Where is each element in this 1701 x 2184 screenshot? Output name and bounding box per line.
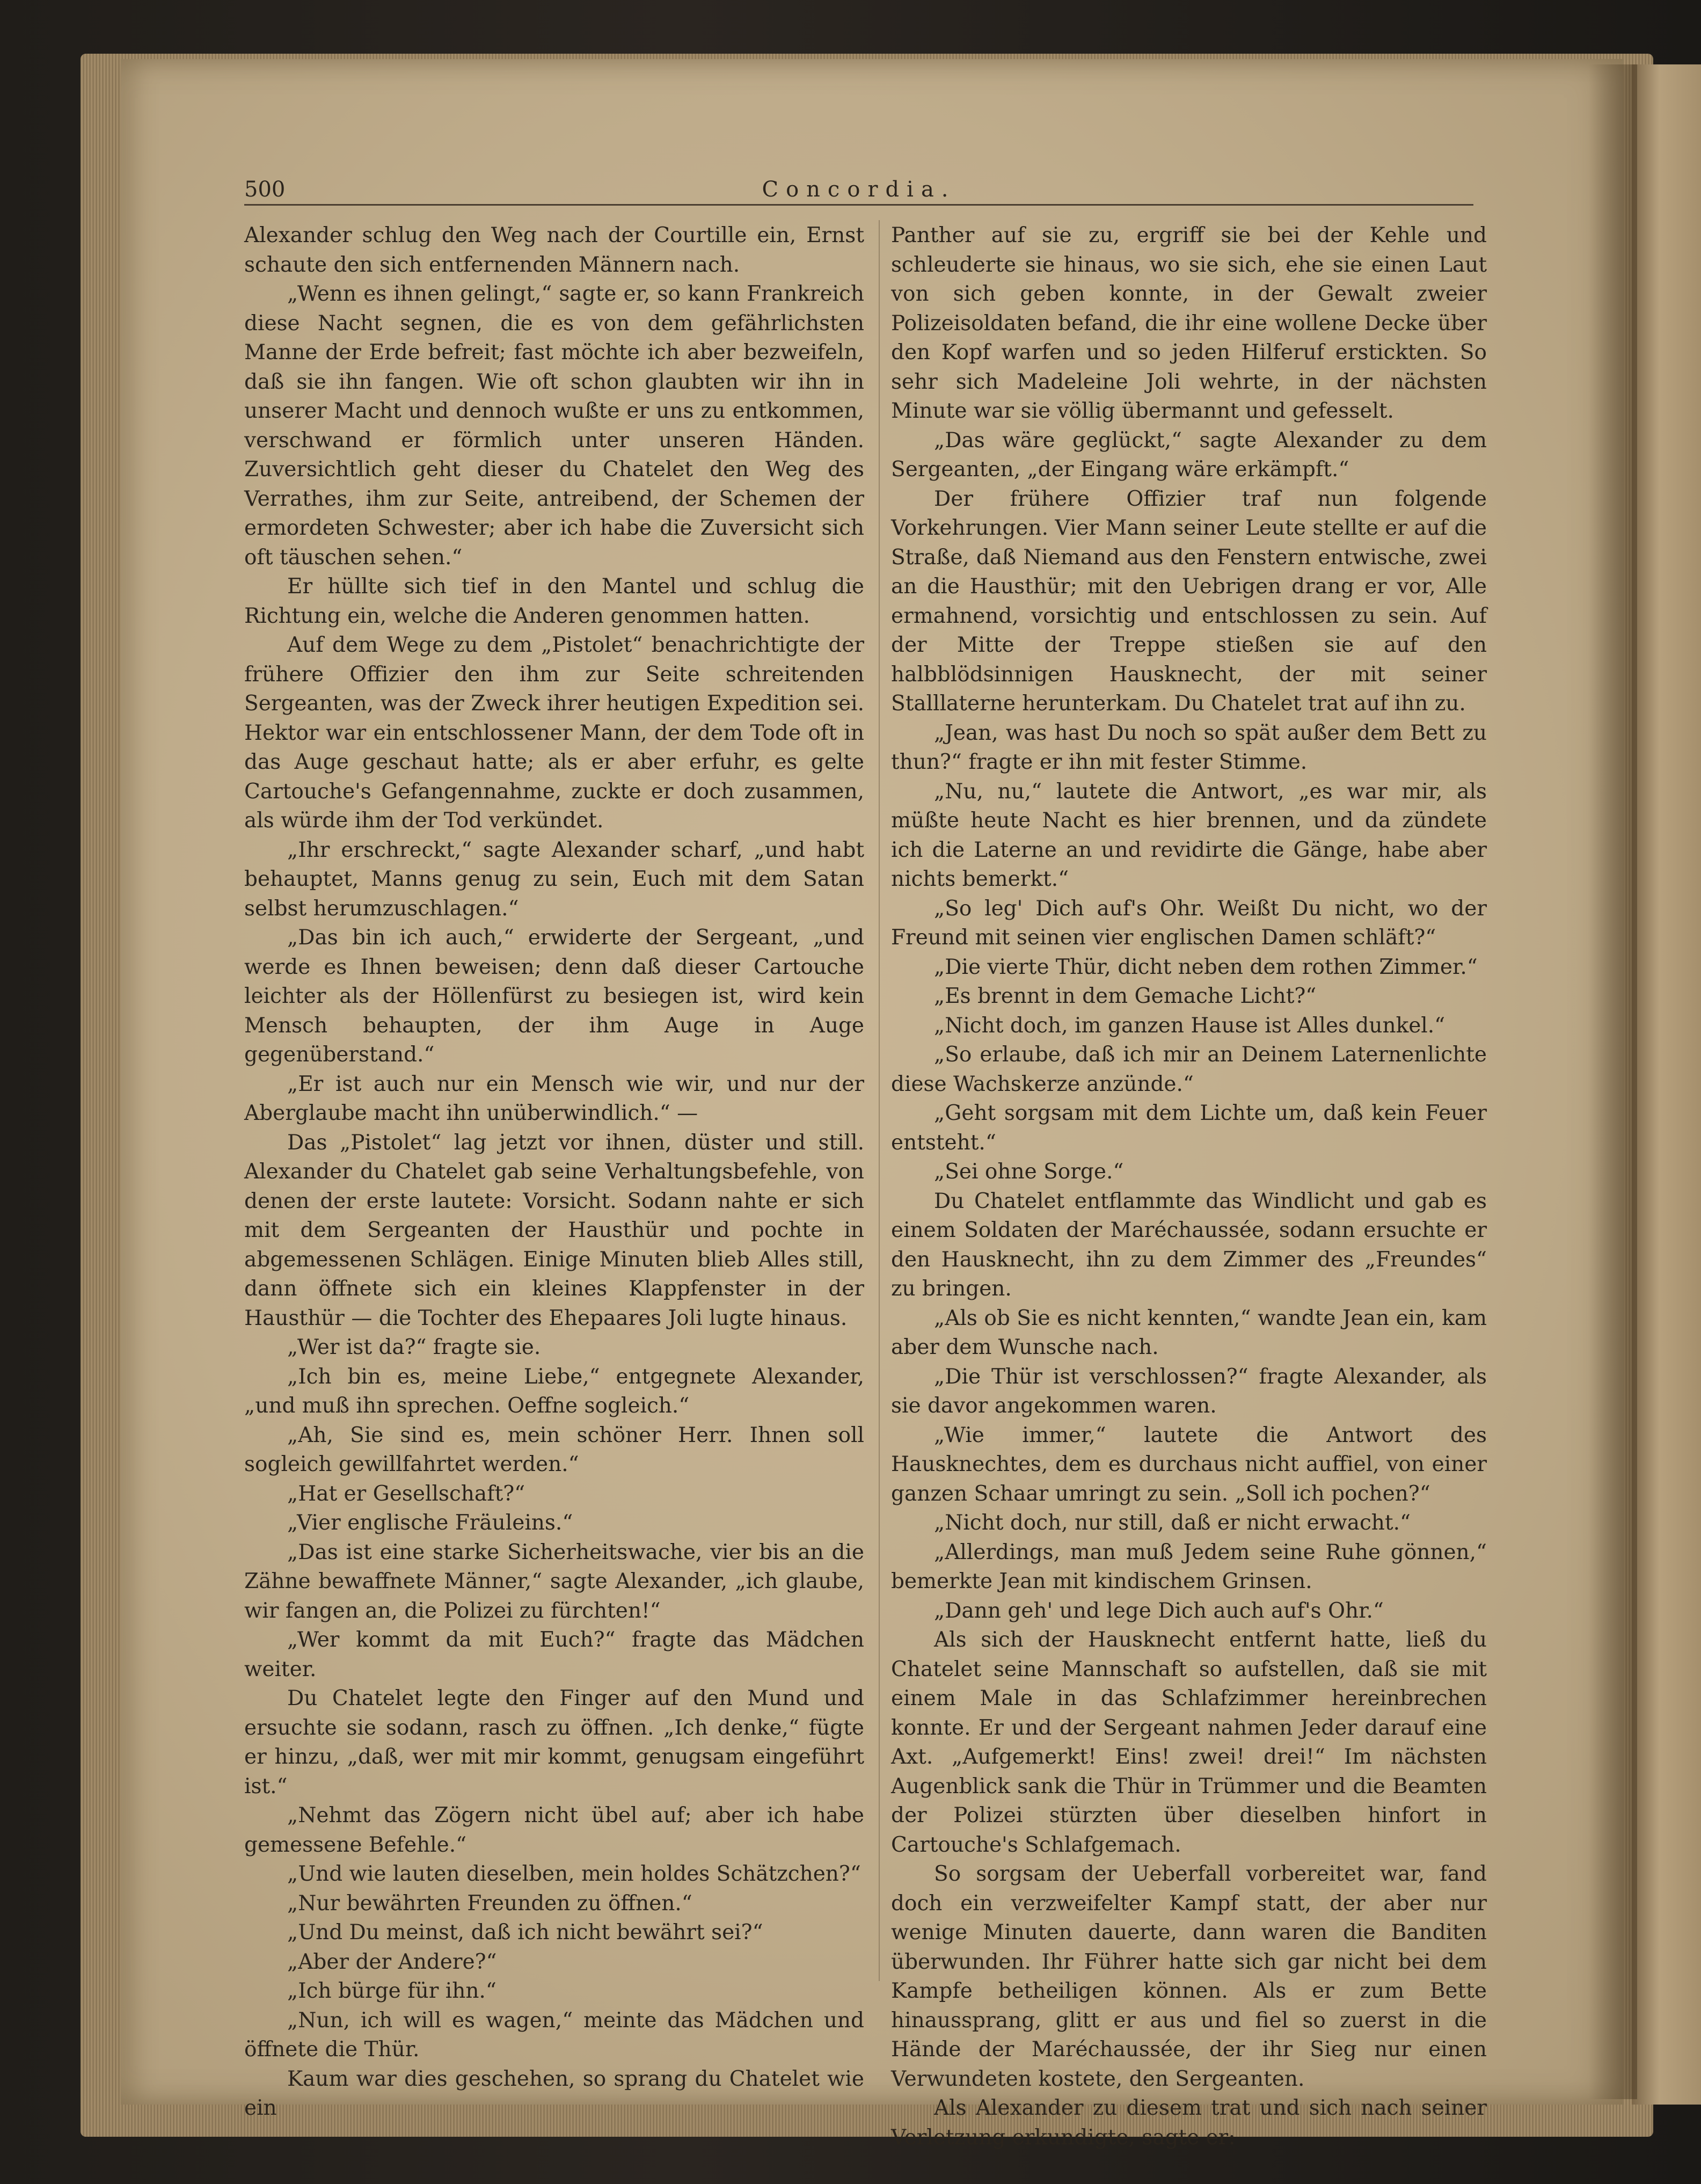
page-number: 500 [244,177,286,202]
paragraph: Du Chatelet legte den Finger auf den Mund und ersuchte sie sodann, rasch zu öffnen. „Ich denke,“ fügte er hinzu, „daß, wer mit mir kommt, genugsam eingeführt ist.“ [244,1686,864,1799]
gutter-shadow [1589,64,1637,2099]
paragraph: „Als ob Sie es nicht kennten,“ wandte Jean ein, kam aber dem Wunsche nach. [891,1306,1487,1359]
paragraph: So sorgsam der Ueberfall vorbereitet war, fand doch ein verzweifelter Kampf statt, der aber nur wenige Minuten dauerte, dann waren die Banditen überwunden. Ihr Führer hatte sich gar nicht bei dem Kampfe betheiligen können. Als er zum Bette hinaussprang, glitt er aus und fiel so zuerst in die Hände der Maréchaussée, der ihr Sieg nur einen Verwundeten kostete, den Sergeanten. [891,1862,1487,2091]
paragraph: „So erlaube, daß ich mir an Deinem Laternenlichte diese Wachskerze anzünde.“ [891,1043,1487,1096]
facing-page-edge [1632,64,1701,2105]
paragraph: „Ich bin es, meine Liebe,“ entgegnete Alexander, „und muß ihn sprechen. Oeffne sogleich.“ [244,1364,864,1418]
paragraph: Der frühere Offizier traf nun folgende Vorkehrungen. Vier Mann seiner Leute stellte er auf die Straße, daß Niemand aus den Fenstern entwische, zwei an die Hausthür; mit den Uebrigen drang er vor, Alle ermahnend, vorsichtig und entschlossen zu sein. Auf der Mitte der Treppe stießen sie auf den halbblödsinnigen Hausknecht, der mit seiner Stalllaterne herunterkam. Du Chatelet trat auf ihn zu. [891,486,1487,716]
paragraph: „Es brennt in dem Gemache Licht?“ [934,984,1317,1008]
paragraph: Auf dem Wege zu dem „Pistolet“ benachrichtigte der frühere Offizier den ihm zur Seite schreitenden Sergeanten, was der Zweck ihrer heutigen Expedition sei. Hektor war ein entschlossener Mann, der dem Tode oft in das Auge geschaut hatte; als er aber erfuhr, es gelte Cartouche's Gefangennahme, zuckte er doch zusammen, als würde ihm der Tod verkündet. [244,633,864,833]
paragraph: „Ah, Sie sind es, mein schöner Herr. Ihnen soll sogleich gewillfahrtet werden.“ [244,1423,864,1476]
right-column [891,221,1487,2150]
paragraph: „Allerdings, man muß Jedem seine Ruhe gönnen,“ bemerkte Jean mit kindischem Grinsen. [891,1540,1487,1593]
paragraph: Panther auf sie zu, ergriff sie bei der Kehle und schleuderte sie hinaus, wo sie sich, ehe sie einen Laut von sich geben konnte, in der Gewalt zweier Polizeisoldaten befand, die ihr eine wollene Decke über den Kopf warfen und so jeden Hilferuf erstickten. So sehr sich Madeleine Joli wehrte, in der nächsten Minute war sie völlig übermannt und gefesselt. [891,223,1487,423]
column-divider [879,220,880,1981]
paragraph: „Jean, was hast Du noch so spät außer dem Bett zu thun?“ fragte er ihn mit fester Stimme. [891,720,1487,774]
paragraph: „Die Thür ist verschlossen?“ fragte Alexander, als sie davor angekommen waren. [891,1364,1487,1418]
paragraph: „Dann geh' und lege Dich auch auf's Ohr.“ [934,1598,1384,1623]
paragraph: „Wer kommt da mit Euch?“ fragte das Mädchen weiter. [244,1628,864,1681]
paragraph: „Sei ohne Sorge.“ [934,1160,1124,1184]
paragraph: „Wer ist da?“ fragte sie. [287,1335,541,1359]
paragraph: „Das wäre geglückt,“ sagte Alexander zu dem Sergeanten, „der Eingang wäre erkämpft.“ [891,428,1487,482]
paragraph: Kaum war dies geschehen, so sprang du Chatelet wie ein [244,2066,864,2120]
paragraph: „Wie immer,“ lautete die Antwort des Hausknechtes, dem es durchaus nicht auffiel, von einer ganzen Schaar umringt zu sein. „Soll ich pochen?“ [891,1423,1487,1506]
paragraph: „Nu, nu,“ lautete die Antwort, „es war mir, als müßte heute Nacht es hier brennen, und da zündete ich die Laterne an und revidirte die Gänge, habe aber nichts bemerkt.“ [891,779,1487,891]
paragraph: Du Chatelet entflammte das Windlicht und gab es einem Soldaten der Maréchaussée, sodann ersuchte er den Hausknecht, ihn zu dem Zimmer des „Freundes“ zu bringen. [891,1189,1487,1301]
paragraph: „Ich bürge für ihn.“ [287,1979,497,2003]
paragraph: „Nun, ich will es wagen,“ meinte das Mädchen und öffnete die Thür. [244,2008,864,2062]
paragraph: „So leg' Dich auf's Ohr. Weißt Du nicht, wo der Freund mit seinen vier englischen Damen schläft?“ [891,896,1487,950]
paragraph: Als sich der Hausknecht entfernt hatte, ließ du Chatelet seine Mannschaft so aufstellen, daß sie mit einem Male in das Schlafzimmer hereinbrechen konnte. Er und der Sergeant nahmen Jeder darauf eine Axt. „Aufgemerkt! Eins! zwei! drei!“ Im nächsten Augenblick sank die Thür in Trümmer und die Beamten der Polizei stürzten über dieselben hinfort in Cartouche's Schlafgemach. [891,1628,1487,1857]
paragraph: Als Alexander zu diesem trat und sich nach seiner Verletzung erkundigte, sagte er: [891,2096,1487,2150]
paragraph: „Nehmt das Zögern nicht übel auf; aber ich habe gemessene Befehle.“ [244,1803,864,1857]
paragraph: „Geht sorgsam mit dem Lichte um, daß kein Feuer entsteht.“ [891,1101,1487,1155]
paragraph: Das „Pistolet“ lag jetzt vor ihnen, düster und still. Alexander du Chatelet gab seine Verhaltungsbefehle, von denen der erste lautete: Vorsicht. Sodann nahte er sich mit dem Sergeanten der Hausthür und pochte in abgemessenen Schlägen. Einige Minuten blieb Alles still, dann öffnete sich ein kleines Klappfenster in der Hausthür — die Tochter des Ehepaares Joli lugte hinaus. [244,1130,864,1330]
header-rule [244,204,1473,206]
paragraph: „Aber der Andere?“ [287,1949,497,1974]
paragraph: „Vier englische Fräuleins.“ [287,1511,573,1535]
paragraph: „Das ist eine starke Sicherheitswache, vier bis an die Zähne bewaffnete Männer,“ sagte Alexander, „ich glaube, wir fangen an, die Polizei zu fürchten!“ [244,1540,864,1623]
paragraph: „Er ist auch nur ein Mensch wie wir, und nur der Aberglaube macht ihn unüberwindlich.“ — [244,1072,864,1125]
left-column [244,221,864,2120]
paragraph: „Ihr erschreckt,“ sagte Alexander scharf, „und habt behauptet, Manns genug zu sein, Euch mit dem Satan selbst herumzuschlagen.“ [244,838,864,921]
paragraph: „Hat er Gesellschaft?“ [287,1481,525,1506]
paragraph: „Das bin ich auch,“ erwiderte der Sergeant, „und werde es Ihnen beweisen; denn daß dieser Cartouche leichter als der Höllenfürst zu besiegen ist, wird kein Mensch behaupten, der ihm Auge in Auge gegenüberstand.“ [244,926,864,1067]
paragraph: Alexander schlug den Weg nach der Courtille ein, Ernst schaute den sich entfernenden Männern nach. [244,223,864,277]
paragraph: „Nur bewährten Freunden zu öffnen.“ [287,1891,692,1916]
paragraph: Er hüllte sich tief in den Mantel und schlug die Richtung ein, welche die Anderen genommen hatten. [244,574,864,628]
paragraph: „Nicht doch, nur still, daß er nicht erwacht.“ [934,1511,1411,1535]
paragraph: „Nicht doch, im ganzen Hause ist Alles dunkel.“ [934,1013,1446,1038]
paragraph: „Und Du meinst, daß ich nicht bewährt sei?“ [287,1920,763,1945]
paragraph: „Und wie lauten dieselben, mein holdes Schätzchen?“ [287,1862,861,1886]
paragraph: „Wenn es ihnen gelingt,“ sagte er, so kann Frankreich diese Nacht segnen, die es von dem gefährlichsten Manne der Erde befreit; fast möchte ich aber bezweifeln, daß sie ihn fangen. Wie oft schon glaubten wir ihn in unserer Macht und dennoch wußte er uns zu entkommen, verschwand er förmlich unter unseren Händen. Zuversichtlich geht dieser du Chatelet den Weg des Verrathes, ihm zur Seite, antreibend, der Schemen der ermordeten Schwester; aber ich habe die Zuversicht sich oft täuschen sehen.“ [244,282,864,570]
running-title: Concordia. [762,177,956,202]
paragraph: „Die vierte Thür, dicht neben dem rothen Zimmer.“ [934,955,1478,979]
